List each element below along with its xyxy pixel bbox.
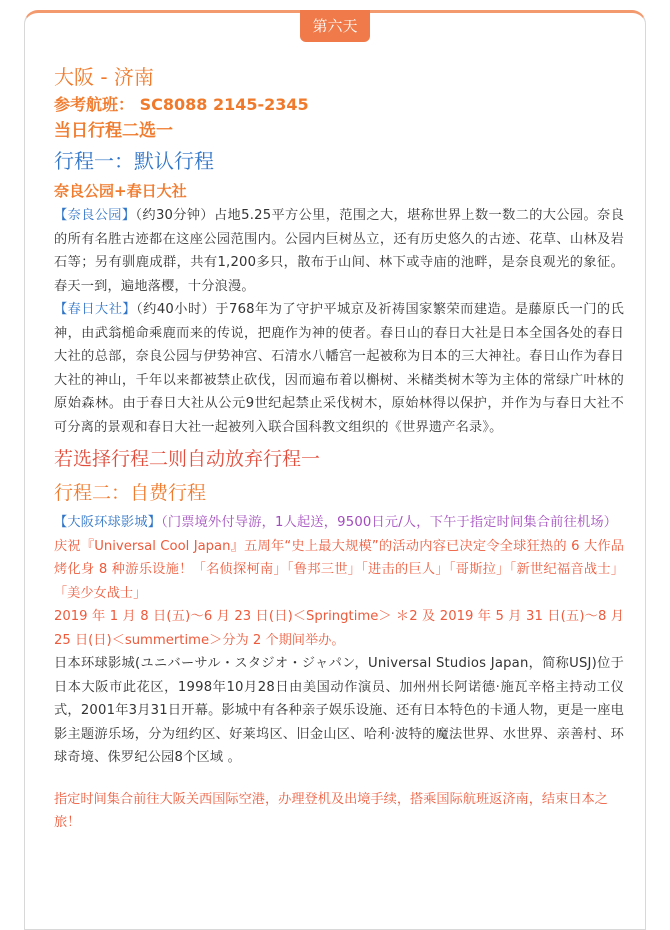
kasuga-text: （约40小时）于768年为了守护平城京及祈祷国家繁荣而建造。是藤原氏一门的氏神，由武翁槌命乘鹿而来的传说，把鹿作为神的使者。春日山的春日大社是日本全国各处的春日大社的总部，奈良公园与伊势神宫、石清水八幡宫一起被称为日本的三大神社。春日山作为春日大社的神山，千年以来都被禁止砍伐，因而遍布着以槲树、米槠类树木等为主体的常绿广叶林的原始森林。由于春日大社从公元9世纪起禁止采伐树木，原始林得以保护，并作为与春日大社不可分离的景观和春日大社一起被列入联合国科教文组织的《世界遗产名录》。	[54, 302, 624, 435]
nara-park-text: （约30分钟）占地5.25平方公里，范围之大，堪称世界上数一数二的大公园。奈良的所有名胜古迹都在这座公园范围内。公园内巨树丛立，还有历史悠久的古迹、花草、山林及岩石等；另有驯鹿成群，共有1,200多只，散布于山间、林下或寺庙的池畔，是奈良观光的象征。春天一到，遍地落樱，十分浪漫。	[54, 208, 625, 294]
day-tab[interactable]: 第六天	[300, 10, 370, 42]
itinerary1-subtitle: 奈良公园+春日大社	[54, 182, 187, 200]
choose-one-note: 当日行程二选一	[54, 121, 173, 141]
itinerary1-title: 行程一：默认行程	[54, 149, 214, 173]
kasuga-tag: 【春日大社】	[54, 302, 137, 317]
promo-paragraph-1: 庆祝『Universal Cool Japan』五周年“史上最大规模”的活动内容已决定令全球狂热的 6 大作品烤化身 8 种游乐设施！「名侦探柯南」「鲁邦三世」「进击的巨人」「哥斯拉」「新世纪福音战士」「美少女战士」	[54, 538, 624, 601]
usj-header	[54, 511, 624, 535]
final-note: 指定时间集合前往大阪关西国际空港，办理登机及出境手续，搭乘国际航班返济南，结束日本之旅！	[54, 791, 608, 830]
itinerary2-title: 行程二：自费行程	[54, 482, 207, 504]
day-content	[54, 62, 624, 835]
auto-abandon-note: 若选择行程二则自动放弃行程一	[54, 448, 321, 470]
usj-description: 日本环球影城(ユニバーサル・スタジオ・ジャパン，Universal Studios Japan，简称USJ)位于日本大阪市此花区，1998年10月28日由美国动作演员、加州州长阿诺德·施瓦辛格主持动工仪式，2001年3月31日开幕。影城中有各种亲子娱乐设施、还有日本特色的卡通人物，更是一座电影主题游乐场，分为纽约区、好莱坞区、旧金山区、哈利·波特的魔法世界、水世界、亲善村、环球奇境、侏罗纪公园8个区域 。	[54, 656, 624, 765]
kasuga-paragraph	[54, 298, 624, 439]
usj-note: （门票境外付导游，1人起送，9500日元/人，下午于指定时间集合前往机场）	[161, 515, 618, 530]
nara-park-tag: 【奈良公园】	[54, 208, 136, 223]
usj-tag: 【大阪环球影城】	[54, 515, 162, 530]
promo-paragraph-2: 2019 年 1 月 8 日(五)～6 月 23 日(日)＜Springtime＞ ＊2 及 2019 年 5 月 31 日(五)～8 月 25 日(日)＜summertime＞分为 2 个期间举办。	[54, 609, 624, 648]
nara-park-paragraph	[54, 204, 624, 298]
route-title: 大阪 - 济南	[54, 65, 154, 89]
flight-reference: 参考航班： SC8088 2145-2345	[54, 95, 309, 114]
